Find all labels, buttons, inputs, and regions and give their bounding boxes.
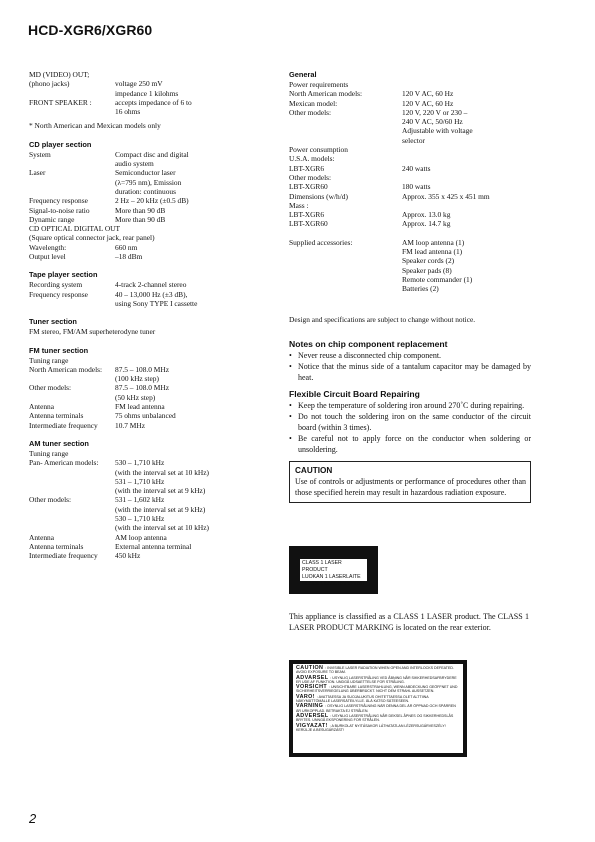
spec-value: [402, 154, 531, 163]
spec-value: 120 V AC, 60 Hz: [402, 89, 454, 99]
spec-key: Other models:: [29, 495, 72, 505]
spec-value: 87.5 – 108.0 MHz: [115, 364, 169, 374]
spec-value: [115, 449, 274, 458]
spec-row: [29, 523, 274, 532]
spec-value: Semiconductor laser: [115, 168, 176, 178]
chip-notes-list: [289, 350, 531, 383]
spec-row: [29, 551, 274, 560]
spec-value: Approx. 14.7 kg: [402, 219, 451, 229]
laser-classification-text: This appliance is classified as a CLASS 1 LASER product. The CLASS 1 LASER PRODUCT MARKING is located on the rear exterior.: [289, 612, 529, 632]
bullet-item: [289, 361, 531, 383]
spec-value: 2 Hz – 20 kHz (±0.5 dB): [115, 196, 189, 206]
spec-row: [29, 196, 274, 205]
spec-value: –18 dBm: [115, 252, 143, 262]
spec-key: Antenna terminals: [29, 541, 84, 551]
caution-text: Use of controls or adjustments or performance of procedures other than those specified herein may result in hazardous radiation exposure.: [295, 476, 526, 497]
spec-row: [29, 421, 274, 430]
spec-key: Tuning range: [29, 355, 69, 365]
spec-key: Wavelength:: [29, 242, 67, 252]
spec-row: [289, 238, 531, 247]
spec-key: [29, 89, 115, 98]
spec-row: [289, 256, 531, 265]
spec-value: (with the interval set at 10 kHz): [115, 523, 209, 533]
spec-key: [29, 393, 115, 402]
spec-key: [29, 187, 115, 196]
spec-value: [402, 201, 531, 210]
right-column: [289, 70, 531, 503]
spec-row: [29, 70, 274, 79]
spec-value: AM loop antenna (1): [402, 237, 465, 247]
spec-row: [29, 89, 274, 98]
spec-value: 180 watts: [402, 182, 431, 192]
spec-row: [289, 284, 531, 293]
spec-key: [29, 159, 115, 168]
spec-row: [289, 201, 531, 210]
spec-key: [29, 477, 115, 486]
spec-row: [289, 192, 531, 201]
warning-entry-text: : AVATTAESSA JA SUOJALUKITUS OHITETTAESSA OLET ALTTIINA NÄKYMÄTTÖMÄLLE LASERSÄTEILYLLE. ÄLÄ KATSO SÄTEESEEN.: [296, 694, 429, 704]
spec-value: 10.7 MHz: [115, 420, 145, 430]
spec-row: [29, 98, 274, 107]
spec-value: 4-track 2-channel stereo: [115, 280, 187, 290]
chip-notes-heading: Notes on chip component replacement: [289, 338, 448, 349]
spec-row: [29, 411, 274, 420]
spec-value: (with the interval set at 9 kHz): [115, 486, 206, 496]
spec-key: [289, 126, 402, 135]
warning-entry: [296, 714, 460, 723]
spec-key: Mexican model:: [289, 98, 338, 108]
spec-row: [289, 80, 531, 89]
spec-value: AM loop antenna: [115, 532, 167, 542]
spec-key: Antenna: [29, 532, 55, 542]
warning-entry: [296, 685, 460, 694]
spec-value: 120 V AC, 60 Hz: [402, 98, 454, 108]
spec-row: [29, 402, 274, 411]
tuner-section-heading: Tuner section: [29, 317, 77, 327]
spec-row: [29, 159, 274, 168]
general-section-heading: General: [289, 70, 317, 79]
spec-key: [29, 374, 115, 383]
spec-value: accepts impedance of 6 to: [115, 97, 192, 107]
spec-key: [289, 284, 402, 293]
spec-value: Adjustable with voltage: [402, 126, 473, 136]
bullet-text: Notice that the minus side of a tantalum capacitor may be damaged by heat.: [298, 361, 531, 382]
spec-value: 531 – 1,602 kHz: [115, 495, 165, 505]
spec-row: [289, 108, 531, 117]
spec-row: [289, 126, 531, 135]
laser-label-line: CLASS 1 LASER PRODUCT: [302, 560, 342, 573]
laser-label-line: KLASS 1 LASERAPPARAT: [302, 581, 365, 587]
warning-entry-text: : INVISIBLE LASER RADIATION WHEN OPEN AND INTERLOCKS DEFEATED. AVOID EXPOSURE TO BEAM.: [296, 666, 454, 675]
spec-value: Speaker cords (2): [402, 256, 455, 266]
spec-value: voltage 250 mV: [115, 79, 163, 89]
bullet-item: [289, 433, 531, 455]
spec-row: [29, 495, 274, 504]
spec-key: Laser: [29, 168, 46, 178]
spec-value: using Sony TYPE I cassette: [115, 298, 198, 308]
spec-value: duration: continuous: [115, 186, 176, 196]
laser-label-line: LUOKAN 1 LASERLAITE: [302, 574, 361, 580]
spec-row: [289, 219, 531, 228]
spec-value: More than 90 dB: [115, 205, 166, 215]
spec-value: 660 nm: [115, 242, 138, 252]
spec-row: [29, 107, 274, 116]
warning-entry-heading: VARNING: [296, 703, 326, 710]
spec-key: Signal-to-noise ratio: [29, 205, 90, 215]
cd-optical-jack: (Square optical connector jack, rear panel): [29, 233, 155, 243]
spec-key: Frequency response: [29, 289, 88, 299]
bullet-text: Be careful not to apply force on the conductor when soldering or unsoldering.: [298, 433, 531, 454]
accessories-list: [289, 238, 531, 294]
warning-entry-heading: VARO!: [296, 693, 317, 700]
caution-heading: CAUTION: [295, 465, 333, 475]
spec-row: [29, 505, 274, 514]
spec-row: [289, 210, 531, 219]
general-spec-list: [289, 80, 531, 229]
spec-key: [289, 256, 402, 265]
warning-entry-text: : USYNLIG LASERSTRÅLING VED ÅBNING NÅR SIKKERHEDSAFBRYDERE ER UDE AF FUNKTION. UNDGÅ UDSAETTELSE FOR STRÅLING.: [296, 675, 457, 684]
spec-key: Output level: [29, 252, 66, 262]
bullet-item: [289, 400, 531, 411]
spec-row: [29, 243, 274, 252]
spec-key: System: [29, 149, 51, 159]
spec-row: [289, 275, 531, 284]
warning-entry-heading: ADVERSEL: [296, 712, 331, 719]
am-section-heading: AM tuner section: [29, 438, 89, 448]
bullet-icon: •: [289, 400, 292, 410]
spec-value: 240 watts: [402, 163, 431, 173]
spec-row: [29, 542, 274, 551]
spec-value: 120 V, 220 V or 230 –: [402, 107, 468, 117]
spec-row: [289, 145, 531, 154]
spec-key: [289, 136, 402, 145]
spec-value: [402, 80, 531, 89]
spec-key: [289, 266, 402, 275]
bullet-icon: •: [289, 433, 292, 443]
cd-spec-list: [29, 150, 274, 224]
spec-row: [29, 514, 274, 523]
spec-value: 75 ohms unbalanced: [115, 411, 176, 421]
spec-key: (phono jacks): [29, 79, 70, 89]
spec-row: [29, 290, 274, 299]
spec-key: MD (VIDEO) OUT;: [29, 70, 90, 79]
spec-row: [29, 356, 274, 365]
laser-warning-label: [289, 660, 467, 757]
spec-row: [29, 168, 274, 177]
spec-key: Intermediate frequency: [29, 420, 98, 430]
spec-key: Tuning range: [29, 448, 69, 458]
spec-value: 530 – 1,710 kHz: [115, 458, 165, 468]
page-number: 2: [29, 811, 37, 826]
spec-value: [115, 356, 274, 365]
spec-row: [29, 215, 274, 224]
spec-value: (λ=795 nm), Emission: [115, 177, 182, 187]
tape-section-heading: Tape player section: [29, 270, 98, 280]
spec-row: [29, 533, 274, 542]
spec-value: (with the interval set at 9 kHz): [115, 504, 206, 514]
spec-key: [289, 275, 402, 284]
spec-key: Frequency response: [29, 196, 88, 206]
spec-row: [29, 280, 274, 289]
spec-key: [289, 117, 402, 126]
spec-key: Intermediate frequency: [29, 551, 98, 561]
spec-row: [29, 79, 274, 88]
warning-entry-heading: CAUTION: [296, 665, 326, 671]
spec-value: FM lead antenna: [115, 402, 165, 412]
spec-key: [29, 505, 115, 514]
region-note: * North American and Mexican models only: [29, 121, 161, 131]
spec-key: [289, 247, 402, 256]
spec-row: [289, 89, 531, 98]
warning-entry: [296, 666, 460, 675]
spec-value: [115, 70, 274, 79]
spec-value: Approx. 13.0 kg: [402, 210, 451, 220]
cd-optical-out: CD OPTICAL DIGITAL OUT: [29, 224, 121, 234]
spec-value: 16 ohms: [115, 107, 141, 117]
spec-value: Batteries (2): [402, 284, 439, 294]
bullet-icon: •: [289, 411, 292, 421]
warning-entry-text: : A BURKOLAT NYITÁSAKOR LÁTHATATLAN LÉZERSUGÁRVESZÉLY! KERÜLJE A BESUGÁRZÁST!: [296, 723, 446, 732]
bullet-item: [289, 350, 531, 361]
spec-value: More than 90 dB: [115, 214, 166, 224]
spec-row: [29, 299, 274, 308]
spec-key: [29, 514, 115, 523]
spec-key: LBT-XGR6: [289, 210, 325, 220]
warning-entry-text: : USYNLIG LASERSTRÅLING NÅR DEKSEL ÅPNES OG SIKKERHEDSLÅS BRYTES. UNNGÅ EKSPONERING FOR STRÅLEN.: [296, 713, 454, 723]
spec-value: Approx. 355 x 425 x 451 mm: [402, 191, 490, 201]
laser-warning-label-text: [293, 664, 463, 753]
warning-entry: [296, 724, 460, 733]
page-title: HCD-XGR6/XGR60: [28, 22, 153, 38]
md-out-spec: [29, 70, 274, 116]
spec-key: [29, 486, 115, 495]
flex-board-list: [289, 400, 531, 455]
spec-value: Compact disc and digital: [115, 149, 189, 159]
spec-value: Speaker pads (8): [402, 265, 452, 275]
spec-row: [289, 247, 531, 256]
spec-value: (50 kHz step): [115, 392, 156, 402]
spec-value: audio system: [115, 159, 154, 169]
spec-key: LBT-XGR60: [289, 219, 328, 229]
spec-key: [29, 299, 115, 308]
bullet-icon: •: [289, 361, 292, 371]
spec-value: External antenna terminal: [115, 541, 192, 551]
spec-value: (with the interval set at 10 kHz): [115, 467, 209, 477]
spec-row: [289, 164, 531, 173]
bullet-text: Never reuse a disconnected chip component.: [298, 350, 442, 360]
spec-value: 530 – 1,710 kHz: [115, 513, 165, 523]
spec-row: [289, 136, 531, 145]
spec-value: 87.5 – 108.0 MHz: [115, 383, 169, 393]
spec-key: Pan- American models:: [29, 458, 99, 468]
spec-value: [402, 173, 531, 182]
spec-key: Dynamic range: [29, 214, 75, 224]
spec-key: U.S.A. models:: [289, 154, 335, 164]
spec-key: FRONT SPEAKER :: [29, 97, 92, 107]
spec-value: impedance 1 kilohms: [115, 88, 179, 98]
spec-key: Recording system: [29, 280, 83, 290]
spec-row: [29, 374, 274, 383]
bullet-icon: •: [289, 350, 292, 360]
spec-key: LBT-XGR6: [289, 163, 325, 173]
spec-row: [289, 182, 531, 191]
spec-value: (100 kHz step): [115, 374, 159, 384]
spec-row: [29, 393, 274, 402]
spec-row: [29, 187, 274, 196]
cd-optical-spec-list: [29, 243, 274, 262]
warning-entry: [296, 676, 460, 685]
class1-laser-label: [289, 546, 378, 594]
warning-entry: [296, 695, 460, 704]
left-column: [29, 70, 274, 560]
spec-key: Other models:: [289, 107, 332, 117]
tape-spec-list: [29, 280, 274, 308]
am-spec-list: [29, 449, 274, 561]
spec-key: Antenna terminals: [29, 411, 84, 421]
spec-key: North American models:: [289, 89, 363, 99]
warning-entry-heading: ADVARSEL: [296, 674, 331, 681]
spec-row: [289, 117, 531, 126]
spec-row: [289, 154, 531, 163]
spec-row: [29, 477, 274, 486]
spec-key: [29, 107, 115, 116]
spec-value: Remote commander (1): [402, 274, 473, 284]
spec-row: [29, 252, 274, 261]
warning-entry-text: : OSYNLIG LASERSTRÅLNING NÄR DENNA DEL ÄR ÖPPNAD OCH SPÄRREN ÄR URKOPPLAD. BETRAKTA EJ STRÅLEN.: [296, 704, 456, 713]
tuner-description: FM stereo, FM/AM superheterodyne tuner: [29, 327, 156, 337]
spec-key: LBT-XGR60: [289, 182, 328, 192]
flex-board-heading: Flexible Circuit Board Repairing: [289, 388, 420, 399]
spec-row: [29, 178, 274, 187]
spec-key: [29, 178, 115, 187]
caution-box: [289, 461, 531, 503]
spec-row: [29, 206, 274, 215]
fm-spec-list: [29, 356, 274, 430]
spec-value: [402, 145, 531, 154]
design-notice: Design and specifications are subject to change without notice.: [289, 314, 476, 324]
spec-row: [289, 99, 531, 108]
warning-entry-heading: VORSICHT: [296, 684, 329, 691]
spec-row: [29, 468, 274, 477]
spec-value: 40 – 13,000 Hz (±3 dB),: [115, 289, 188, 299]
spec-key: Supplied accessories:: [289, 237, 353, 247]
cd-section-heading: CD player section: [29, 139, 92, 149]
warning-entry: [296, 704, 460, 713]
spec-row: [29, 458, 274, 467]
spec-key: Other models:: [289, 172, 332, 182]
bullet-text: Keep the temperature of soldering iron around 270˚C during repairing.: [298, 400, 525, 410]
spec-value: 240 V AC, 50/60 Hz: [402, 117, 463, 127]
spec-key: Power requirements: [289, 80, 349, 89]
spec-key: North American models:: [29, 364, 103, 374]
spec-row: [29, 449, 274, 458]
fm-section-heading: FM tuner section: [29, 345, 89, 355]
spec-key: [29, 523, 115, 532]
spec-value: 450 kHz: [115, 551, 141, 561]
spec-row: [289, 173, 531, 182]
spec-row: [289, 266, 531, 275]
class1-laser-label-text: [300, 559, 367, 587]
warning-entry-text: : UNSICHTBARE LASERSTRAHLUNG, WENN ABDECKUNG GEÖFFNET UND SICHERHEITSVERRIEGELUNG ÜBERBRÜCKT. NICHT DEM STRAHL AUSSETZEN.: [296, 685, 458, 694]
spec-key: Other models:: [29, 383, 72, 393]
spec-value: selector: [402, 135, 425, 145]
spec-row: [29, 486, 274, 495]
spec-row: [29, 150, 274, 159]
bullet-item: [289, 411, 531, 433]
spec-key: Antenna: [29, 402, 55, 412]
spec-row: [29, 365, 274, 374]
spec-value: 531 – 1,710 kHz: [115, 476, 165, 486]
bullet-text: Do not touch the soldering iron on the same conductor of the circuit board (within 3 times).: [298, 411, 531, 432]
spec-key: Mass :: [289, 200, 309, 210]
warning-entry-heading: VIGYAZAT!: [296, 722, 330, 729]
spec-key: [29, 468, 115, 477]
spec-value: FM lead antenna (1): [402, 247, 463, 257]
spec-key: Power consumption: [289, 145, 348, 155]
spec-row: [29, 383, 274, 392]
spec-key: Dimensions (w/h/d): [289, 191, 348, 201]
